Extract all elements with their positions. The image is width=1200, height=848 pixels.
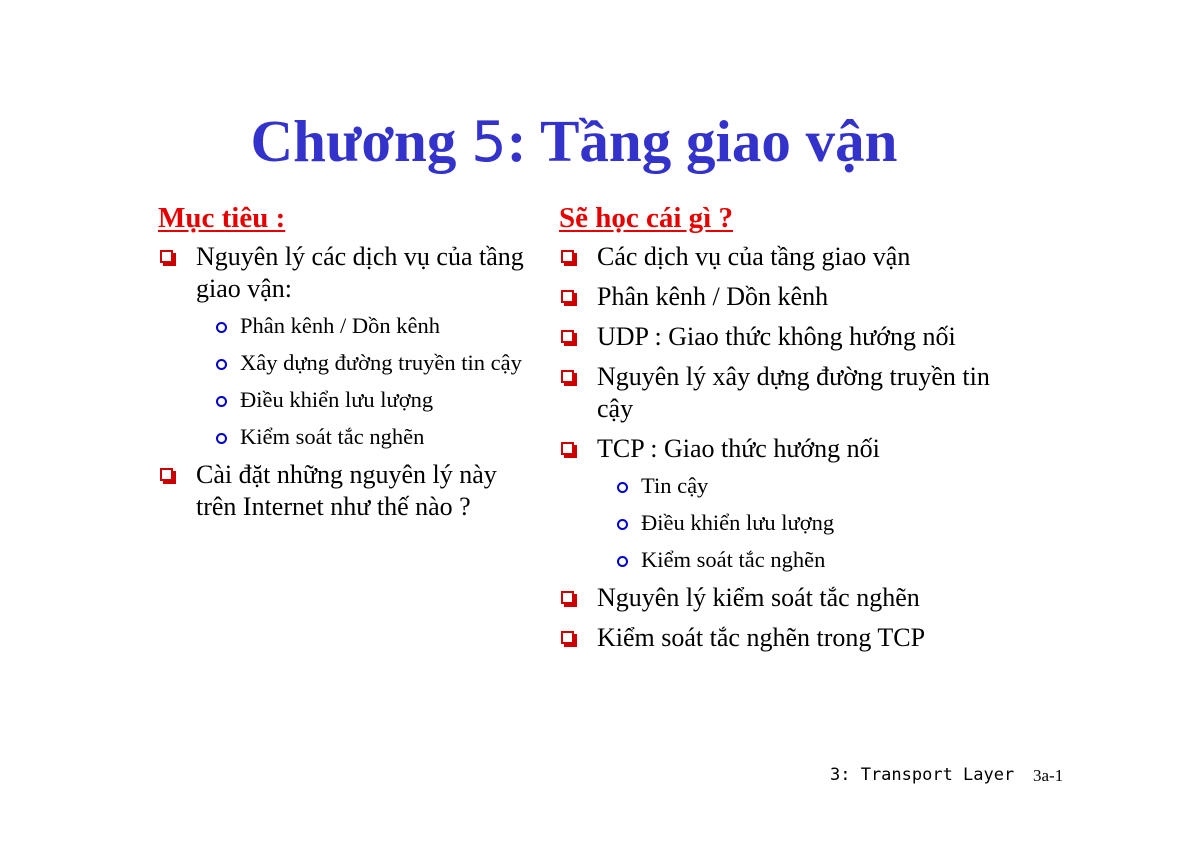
list-item [559, 281, 1029, 313]
list-item [559, 582, 1029, 614]
square-bullet-icon [561, 330, 574, 343]
list-item-text: Nguyên lý xây dựng đường truyền tin cậy [597, 362, 990, 423]
list-item [559, 321, 1029, 353]
page-number: 3a-1 [1033, 766, 1064, 785]
list-item-text: UDP : Giao thức không hướng nối [597, 322, 956, 351]
list-item-text: Nguyên lý các dịch vụ của tầng giao vận: [196, 242, 524, 303]
sub-list-item [597, 545, 1029, 574]
circle-bullet-icon [617, 519, 628, 530]
left-heading: Mục tiêu : [158, 202, 286, 234]
circle-bullet-icon [617, 556, 628, 567]
sub-list-item [196, 311, 543, 340]
list-item [559, 241, 1029, 273]
square-bullet-icon [561, 591, 574, 604]
left-bullet-list [158, 241, 543, 523]
circle-bullet-icon [216, 322, 227, 333]
square-bullet-icon [561, 631, 574, 644]
right-bullet-list [559, 241, 1029, 654]
sub-list-item-text: Kiểm soát tắc nghẽn [240, 424, 425, 449]
circle-bullet-icon [216, 359, 227, 370]
list-item-text: Phân kênh / Dồn kênh [597, 282, 829, 311]
sub-list [597, 471, 1029, 574]
circle-bullet-icon [216, 396, 227, 407]
left-column [158, 200, 543, 531]
right-heading: Sẽ học cái gì ? [559, 202, 733, 234]
sub-list-item [196, 385, 543, 414]
list-item-text: Cài đặt những nguyên lý này trên Internet như thế nào ? [196, 460, 497, 521]
circle-bullet-icon [216, 433, 227, 444]
sub-list-item-text: Kiểm soát tắc nghẽn [641, 547, 826, 572]
list-item-text: Các dịch vụ của tầng giao vận [597, 242, 911, 271]
title-number: 5 [471, 110, 507, 175]
square-bullet-icon [561, 370, 574, 383]
list-item-text: TCP : Giao thức hướng nối [597, 434, 880, 463]
sub-list-item-text: Xây dựng đường truyền tin cậy [240, 350, 522, 375]
slide-title [0, 106, 1148, 178]
circle-bullet-icon [617, 482, 628, 493]
sub-list-item-text: Tin cậy [641, 473, 709, 498]
list-item-text: Kiểm soát tắc nghẽn trong TCP [597, 623, 926, 652]
square-bullet-icon [561, 250, 574, 263]
right-column [559, 200, 1029, 662]
sub-list-item-text: Điều khiển lưu lượng [240, 387, 434, 412]
list-item [158, 241, 543, 451]
list-item [559, 622, 1029, 654]
sub-list-item [196, 422, 543, 451]
list-item [158, 459, 543, 523]
square-bullet-icon [561, 442, 574, 455]
square-bullet-icon [561, 290, 574, 303]
sub-list-item-text: Phân kênh / Dồn kênh [240, 313, 440, 338]
sub-list [196, 311, 543, 451]
sub-list-item [196, 348, 543, 377]
list-item [559, 361, 1029, 425]
square-bullet-icon [160, 250, 173, 263]
sub-list-item [597, 471, 1029, 500]
list-item-text: Nguyên lý kiểm soát tắc nghẽn [597, 583, 920, 612]
list-item [559, 433, 1029, 574]
sub-list-item-text: Điều khiển lưu lượng [641, 510, 835, 535]
sub-list-item [597, 508, 1029, 537]
footer-label: 3: Transport Layer [830, 765, 1015, 785]
title-suffix: : Tầng giao vận [506, 108, 898, 174]
square-bullet-icon [160, 468, 173, 481]
title-prefix: Chương [250, 108, 472, 174]
